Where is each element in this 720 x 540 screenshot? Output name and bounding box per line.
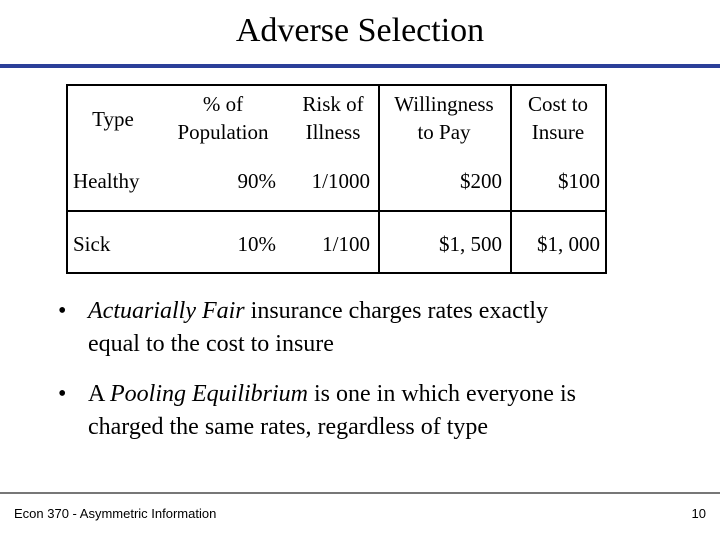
table-border-top	[66, 84, 607, 86]
bullet-marker: •	[58, 298, 67, 324]
header-population-line1: % of	[202, 92, 244, 116]
table-border-left	[66, 84, 68, 274]
bullet-text-line1: is one in which everyone is	[308, 381, 576, 407]
title-divider	[0, 64, 720, 68]
row-population: 10%	[237, 232, 276, 256]
row-willingness: $1, 500	[439, 232, 502, 256]
bullet-pooling-equilibrium	[58, 378, 678, 444]
table-border-right	[605, 84, 607, 274]
bullet-marker: •	[58, 381, 67, 407]
bullet-actuarially-fair	[58, 295, 678, 361]
header-type: Type	[92, 107, 134, 131]
header-willingness-line2: to Pay	[417, 120, 471, 144]
bullet-lead: A	[88, 381, 111, 407]
bullet-text	[88, 295, 678, 361]
header-cost-line1: Cost to	[527, 92, 589, 116]
bullet-text	[88, 378, 678, 444]
bullet-text-line1: insurance charges rates exactly	[244, 298, 549, 324]
header-risk-line1: Risk of	[302, 92, 364, 116]
bullet-emphasis: Pooling Equilibrium	[110, 381, 309, 407]
footer-course-label: Econ 370 - Asymmetric Information	[14, 506, 217, 521]
row-cost: $1, 000	[537, 232, 600, 256]
bullet-emphasis: Actuarially Fair	[88, 298, 245, 324]
page-number: 10	[691, 506, 706, 521]
row-risk: 1/1000	[311, 169, 370, 193]
bullet-text-line2: charged the same rates, regardless of type	[88, 414, 489, 440]
table-row-divider	[66, 210, 607, 212]
bullet-text-line2: equal to the cost to insure	[88, 331, 334, 357]
header-cost-line2: Insure	[531, 120, 585, 144]
row-risk: 1/100	[322, 232, 370, 256]
row-type: Healthy	[73, 169, 140, 193]
table-col-divider	[378, 84, 380, 274]
header-population-line2: Population	[177, 120, 269, 144]
slide-title: Adverse Selection	[235, 12, 485, 49]
row-willingness: $200	[460, 169, 502, 193]
header-willingness-line1: Willingness	[394, 92, 494, 116]
table-border-bottom	[66, 272, 607, 274]
row-cost: $100	[558, 169, 600, 193]
header-risk-line2: Illness	[305, 120, 361, 144]
row-type: Sick	[73, 232, 111, 256]
row-population: 90%	[237, 169, 276, 193]
footer-divider	[0, 492, 720, 494]
